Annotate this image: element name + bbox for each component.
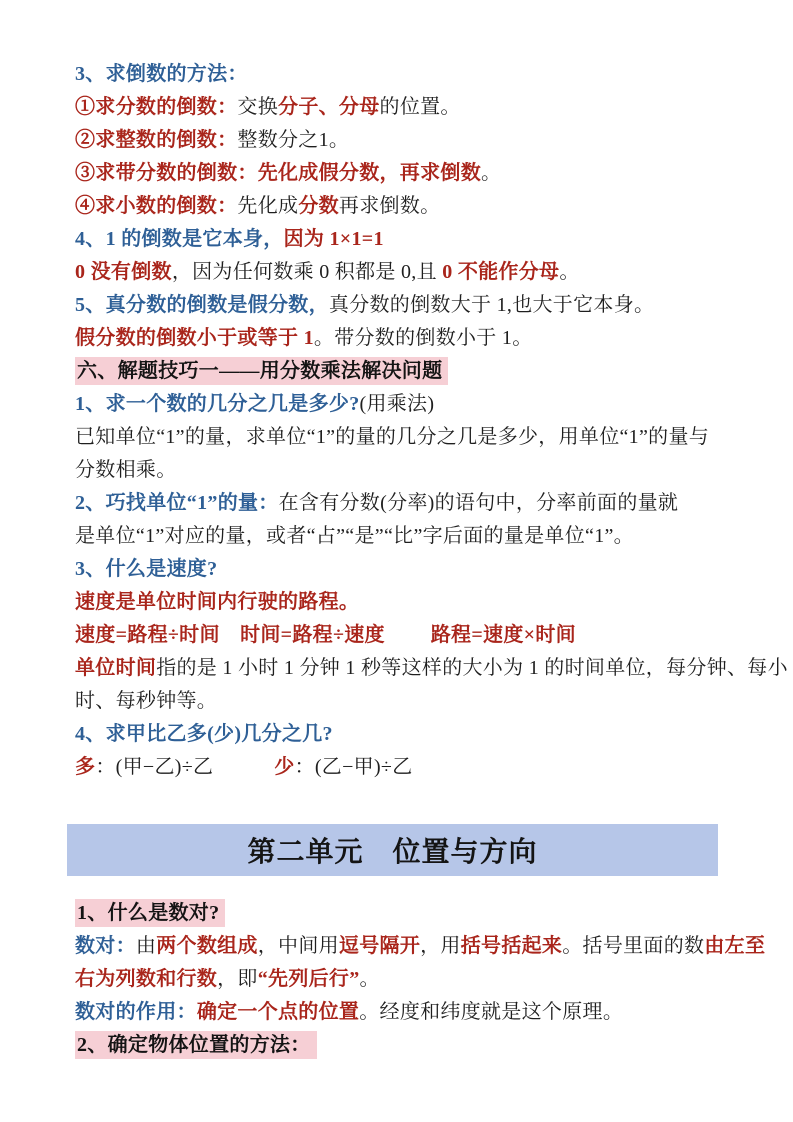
text-segment: 分子、分母 [278, 96, 380, 118]
text-line [75, 553, 729, 586]
text-segment: ，即 [217, 968, 258, 990]
text-segment: 3、什么是速度? [75, 558, 218, 580]
text-line [75, 256, 729, 289]
text-line [75, 619, 729, 652]
text-line [75, 930, 766, 963]
section-heading [75, 1029, 729, 1062]
text-segment: 4、1 的倒数是它本身， [75, 228, 284, 250]
text-segment: 再求倒数。 [338, 195, 441, 217]
section-heading [75, 897, 729, 930]
text-segment: ，中间用 [257, 935, 339, 957]
text-segment: “先列后行” [257, 968, 360, 990]
text-segment: 交换 [237, 96, 279, 118]
text-segment: ③求带分数的倒数： [75, 162, 258, 184]
text-segment: 速度是单位时间内行驶的路程。 [75, 591, 360, 613]
text-line [75, 289, 729, 322]
text-segment: 。带分数的倒数小于 1。 [313, 327, 533, 349]
text-segment: ：(甲−乙)÷乙 [95, 756, 275, 778]
text-segment: 括号括起来 [460, 935, 563, 957]
text-segment: 右为列数和行数 [75, 968, 218, 990]
text-line [75, 685, 729, 718]
text-line [75, 996, 729, 1029]
text-segment: 5、真分数的倒数是假分数， [75, 294, 329, 316]
text-segment: 。括号里面的数 [562, 935, 705, 957]
text-segment: ：(乙−甲)÷乙 [294, 756, 413, 778]
text-segment: 在含有分数(分率)的语句中，分率前面的量就 [278, 492, 679, 514]
text-segment: 4、求甲比乙多(少)几分之几? [75, 723, 333, 745]
text-line [75, 91, 729, 124]
text-line [75, 223, 729, 256]
text-line [75, 157, 729, 190]
text-segment: 确定一个点的位置 [196, 1001, 360, 1023]
text-line [75, 963, 729, 996]
text-segment: 逗号隔开 [338, 935, 421, 957]
text-segment: 真分数的倒数大于 1,也大于它本身。 [328, 294, 655, 316]
text-line [75, 520, 729, 553]
text-segment: 速度=路程÷时间 时间=路程÷速度 路程=速度×时间 [75, 624, 576, 646]
document-body [75, 58, 788, 1062]
text-segment: 。 [559, 261, 580, 283]
text-segment: 先化成 [237, 195, 299, 217]
text-segment: 先化成假分数，再求倒数 [257, 162, 482, 184]
section-heading-label: 1、什么是数对? [75, 899, 225, 927]
text-segment: 多 [75, 756, 96, 778]
text-segment: 分数相乘。 [75, 459, 177, 481]
text-line [75, 388, 729, 421]
text-line [75, 652, 788, 685]
text-line [75, 58, 729, 91]
text-line [75, 718, 729, 751]
section-heading [75, 355, 729, 388]
text-segment: 时、每秒钟等。 [75, 690, 218, 712]
text-line [75, 190, 729, 223]
text-segment: 数对的作用： [75, 1001, 197, 1023]
text-segment: 整数分之1。 [237, 129, 350, 151]
text-segment: 。 [481, 162, 502, 184]
text-segment: ②求整数的倒数： [75, 129, 238, 151]
text-segment: 0 不能作分母 [442, 261, 560, 283]
text-segment: 少 [274, 756, 295, 778]
text-segment: 。经度和纬度就是这个原理。 [359, 1001, 624, 1023]
text-segment: 分数 [298, 195, 339, 217]
text-line [75, 421, 729, 454]
text-segment: 是单位“1”对应的量，或者“占”“是”“比”字后面的量是单位“1”。 [75, 525, 634, 547]
text-segment: ，用 [420, 935, 461, 957]
section-heading-label: 六、解题技巧一——用分数乘法解决问题 [75, 357, 448, 385]
text-segment: ，因为任何数乘 0 积都是 0,且 [171, 261, 443, 283]
text-segment: ④求小数的倒数： [75, 195, 238, 217]
text-segment: 由左至 [704, 935, 766, 957]
text-segment: 已知单位“1”的量，求单位“1”的量的几分之几是多少，用单位“1”的量与 [75, 426, 710, 448]
text-line [75, 124, 729, 157]
text-line [75, 322, 729, 355]
text-segment: 单位时间 [75, 657, 157, 679]
text-segment: (用乘法) [359, 393, 435, 415]
text-segment: 1、求一个数的几分之几是多少? [75, 393, 360, 415]
text-segment: 。 [359, 968, 380, 990]
text-segment: 指的是 1 小时 1 分钟 1 秒等这样的大小为 1 的时间单位，每分钟、每小 [156, 657, 788, 679]
text-line [75, 487, 729, 520]
text-segment: 因为 1×1=1 [283, 228, 384, 250]
text-line [75, 751, 729, 784]
text-segment: 2、巧找单位“1”的量： [75, 492, 279, 514]
text-segment: 由 [135, 935, 157, 957]
text-segment: 3、求倒数的方法： [75, 63, 248, 85]
text-segment: 0 没有倒数 [75, 261, 172, 283]
text-segment: 两个数组成 [156, 935, 258, 957]
text-segment: 假分数的倒数小于或等于 1 [75, 327, 314, 349]
unit-banner: 第二单元 位置与方向 [67, 824, 718, 876]
text-segment: 的位置。 [379, 96, 461, 118]
text-segment: ①求分数的倒数： [75, 96, 238, 118]
text-segment: 数对： [75, 935, 136, 957]
section-heading-label: 2、确定物体位置的方法： [75, 1031, 317, 1059]
text-line [75, 454, 729, 487]
text-line [75, 586, 729, 619]
